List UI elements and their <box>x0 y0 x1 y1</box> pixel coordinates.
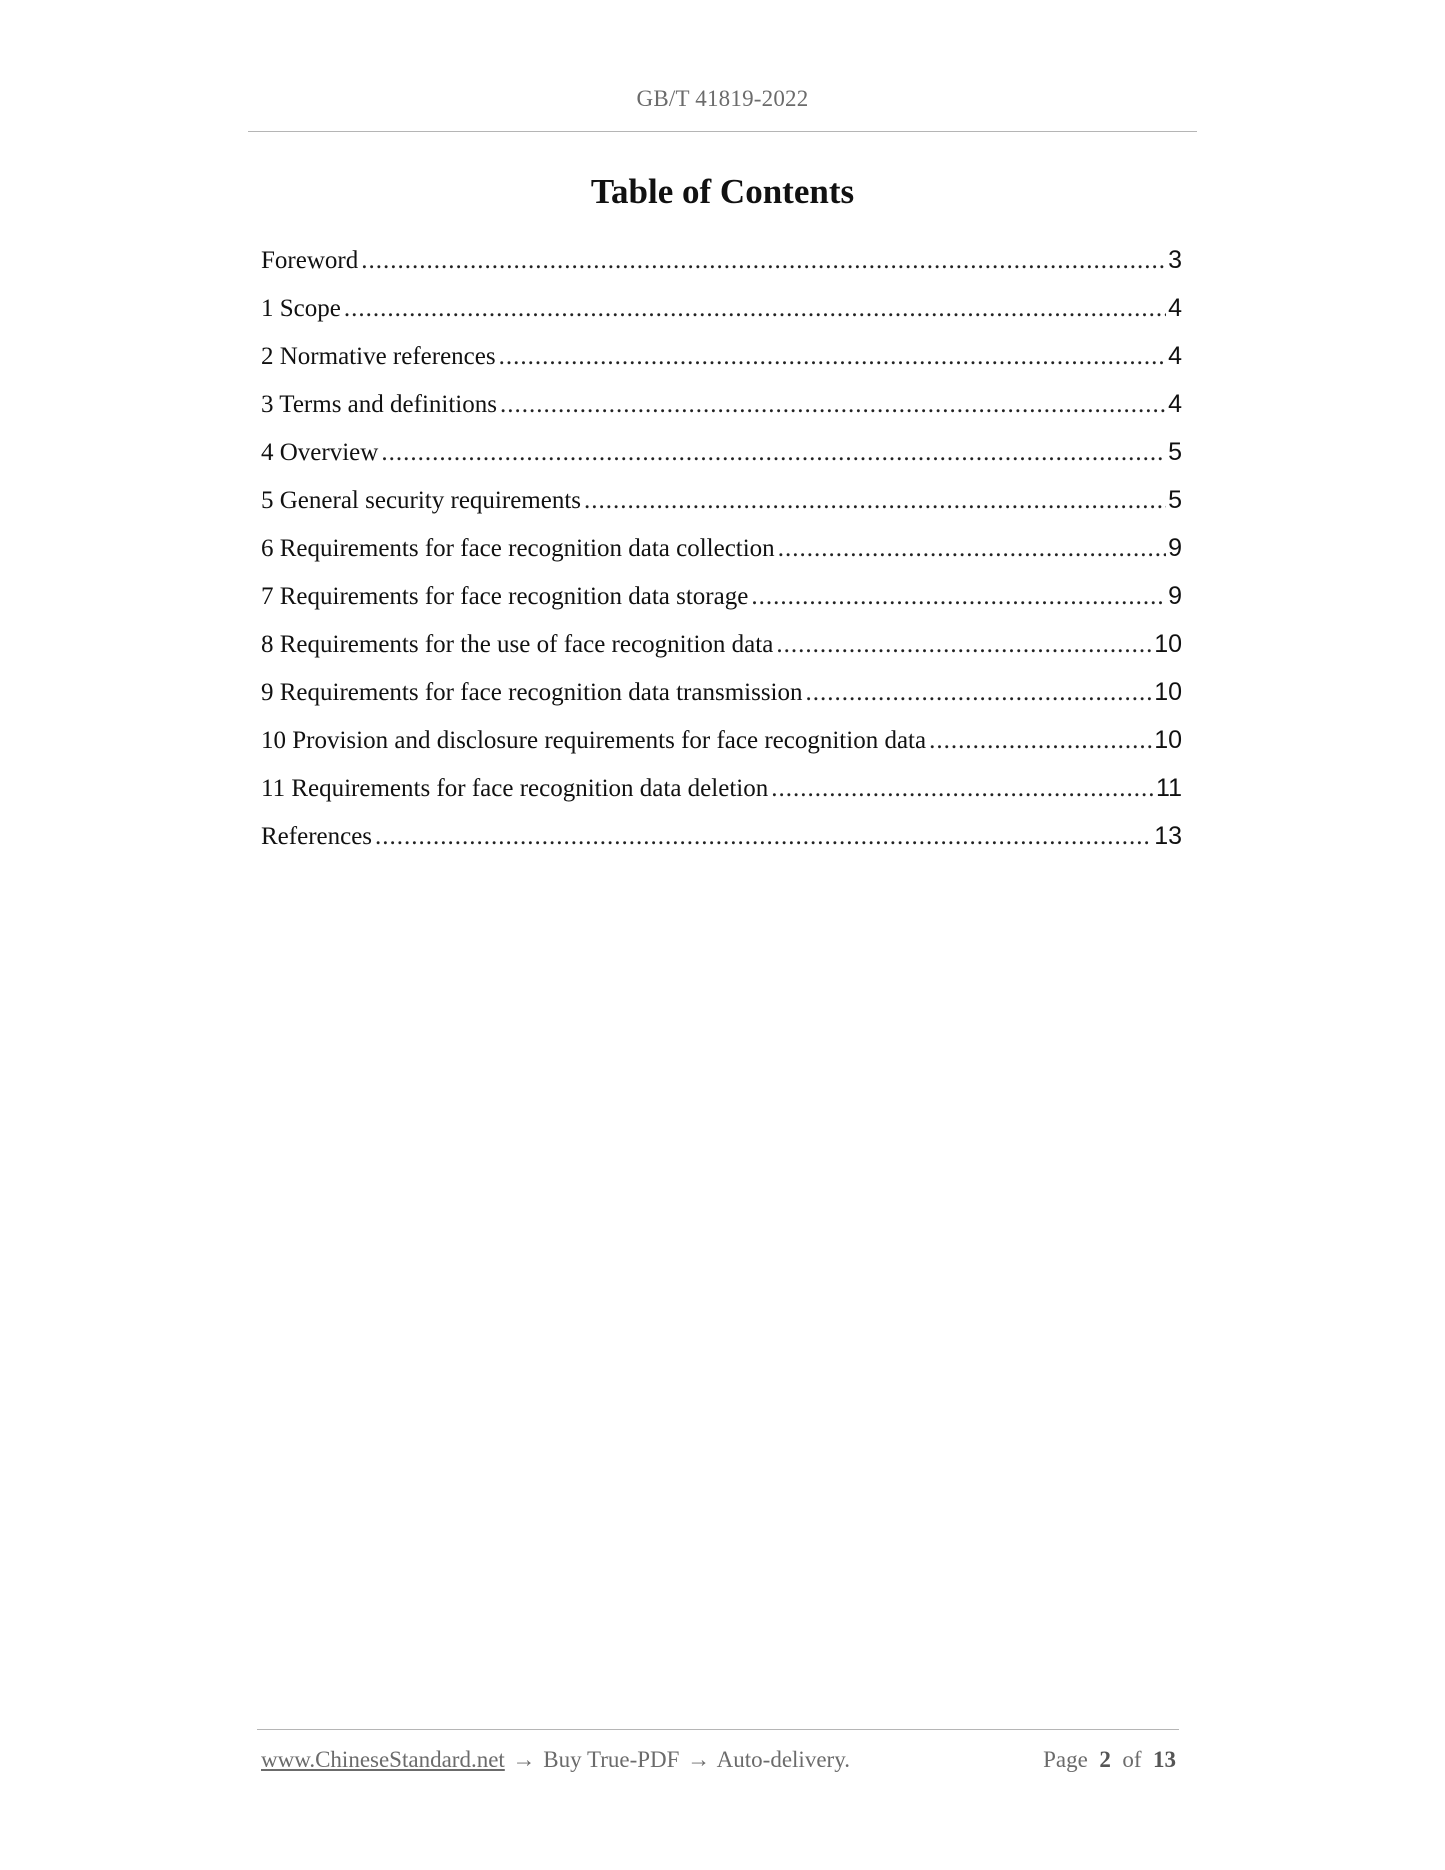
header-divider <box>248 131 1197 132</box>
page-footer <box>261 1747 1176 1773</box>
toc-entry-label: 2 Normative references <box>261 343 496 370</box>
toc-entry-page-number: 9 <box>1168 534 1182 562</box>
arrow-right-icon: → <box>512 1747 536 1772</box>
toc-dot-leader <box>806 671 1153 715</box>
toc-entry-page-number: 4 <box>1168 294 1182 322</box>
toc-entry-page-number: 13 <box>1154 822 1182 850</box>
toc-entry-normative-references[interactable] <box>261 334 1182 382</box>
buy-true-pdf-text: Buy True-PDF <box>543 1747 680 1772</box>
toc-dot-leader <box>778 527 1166 571</box>
toc-list <box>261 238 1182 862</box>
toc-entry-page-number: 10 <box>1154 678 1182 706</box>
toc-entry-page-number: 4 <box>1168 342 1182 370</box>
toc-dot-leader <box>344 287 1166 331</box>
toc-dot-leader <box>776 623 1152 667</box>
current-page-number: 2 <box>1099 1747 1111 1772</box>
toc-entry-label: 3 Terms and definitions <box>261 391 497 418</box>
toc-entry-page-number: 3 <box>1168 246 1182 274</box>
toc-entry-page-number: 5 <box>1168 486 1182 514</box>
toc-entry-page-number: 10 <box>1154 726 1182 754</box>
toc-dot-leader <box>584 479 1166 523</box>
toc-entry-overview[interactable] <box>261 430 1182 478</box>
auto-delivery-text: Auto-delivery. <box>716 1747 850 1772</box>
arrow-right-icon: → <box>687 1747 711 1772</box>
toc-title: Table of Contents <box>590 172 855 211</box>
toc-entry-page-number: 5 <box>1168 438 1182 466</box>
toc-entry-terms-and-definitions[interactable] <box>261 382 1182 430</box>
footer-divider <box>257 1729 1179 1730</box>
site-link[interactable]: www.ChineseStandard.net <box>261 1747 505 1772</box>
toc-entry-page-number: 9 <box>1168 582 1182 610</box>
toc-dot-leader <box>499 335 1166 379</box>
toc-entry-label: 9 Requirements for face recognition data transmission <box>261 679 803 706</box>
toc-entry-label: 10 Provision and disclosure requirements for face recognition data <box>261 727 927 754</box>
toc-entry-page-number: 4 <box>1168 390 1182 418</box>
running-header-doc-id: GB/T 41819-2022 <box>636 86 809 111</box>
toc-dot-leader <box>381 431 1166 475</box>
total-pages-number: 13 <box>1153 1747 1176 1772</box>
toc-dot-leader <box>361 239 1166 283</box>
toc-entry-data-storage[interactable] <box>261 574 1182 622</box>
toc-dot-leader <box>751 575 1166 619</box>
toc-entry-data-use[interactable] <box>261 622 1182 670</box>
toc-entry-page-number: 10 <box>1154 630 1182 658</box>
toc-dot-leader <box>929 719 1152 763</box>
toc-entry-general-security-requirements[interactable] <box>261 478 1182 526</box>
toc-entry-scope[interactable] <box>261 286 1182 334</box>
of-word: of <box>1122 1747 1142 1772</box>
toc-entry-label: Foreword <box>261 247 359 274</box>
page-indicator <box>1043 1747 1176 1773</box>
toc-entry-data-collection[interactable] <box>261 526 1182 574</box>
toc-entry-label: 1 Scope <box>261 295 341 322</box>
toc-entry-label: 7 Requirements for face recognition data storage <box>261 583 749 610</box>
toc-dot-leader <box>771 767 1154 811</box>
toc-entry-label: 4 Overview <box>261 439 379 466</box>
footer-promo <box>261 1747 850 1773</box>
page-word: Page <box>1043 1747 1088 1772</box>
toc-entry-data-deletion[interactable] <box>261 766 1182 814</box>
toc-entry-label: 6 Requirements for face recognition data collection <box>261 535 775 562</box>
toc-entry-provision-and-disclosure[interactable] <box>261 718 1182 766</box>
toc-dot-leader <box>375 815 1152 859</box>
toc-entry-label: 11 Requirements for face recognition data deletion <box>261 775 769 802</box>
toc-entry-data-transmission[interactable] <box>261 670 1182 718</box>
toc-entry-label: 8 Requirements for the use of face recognition data <box>261 631 774 658</box>
toc-entry-label: 5 General security requirements <box>261 487 582 514</box>
toc-entry-foreword[interactable] <box>261 238 1182 286</box>
toc-entry-page-number: 11 <box>1156 774 1182 802</box>
toc-entry-references[interactable] <box>261 814 1182 862</box>
toc-entry-label: References <box>261 823 373 850</box>
toc-dot-leader <box>500 383 1166 427</box>
